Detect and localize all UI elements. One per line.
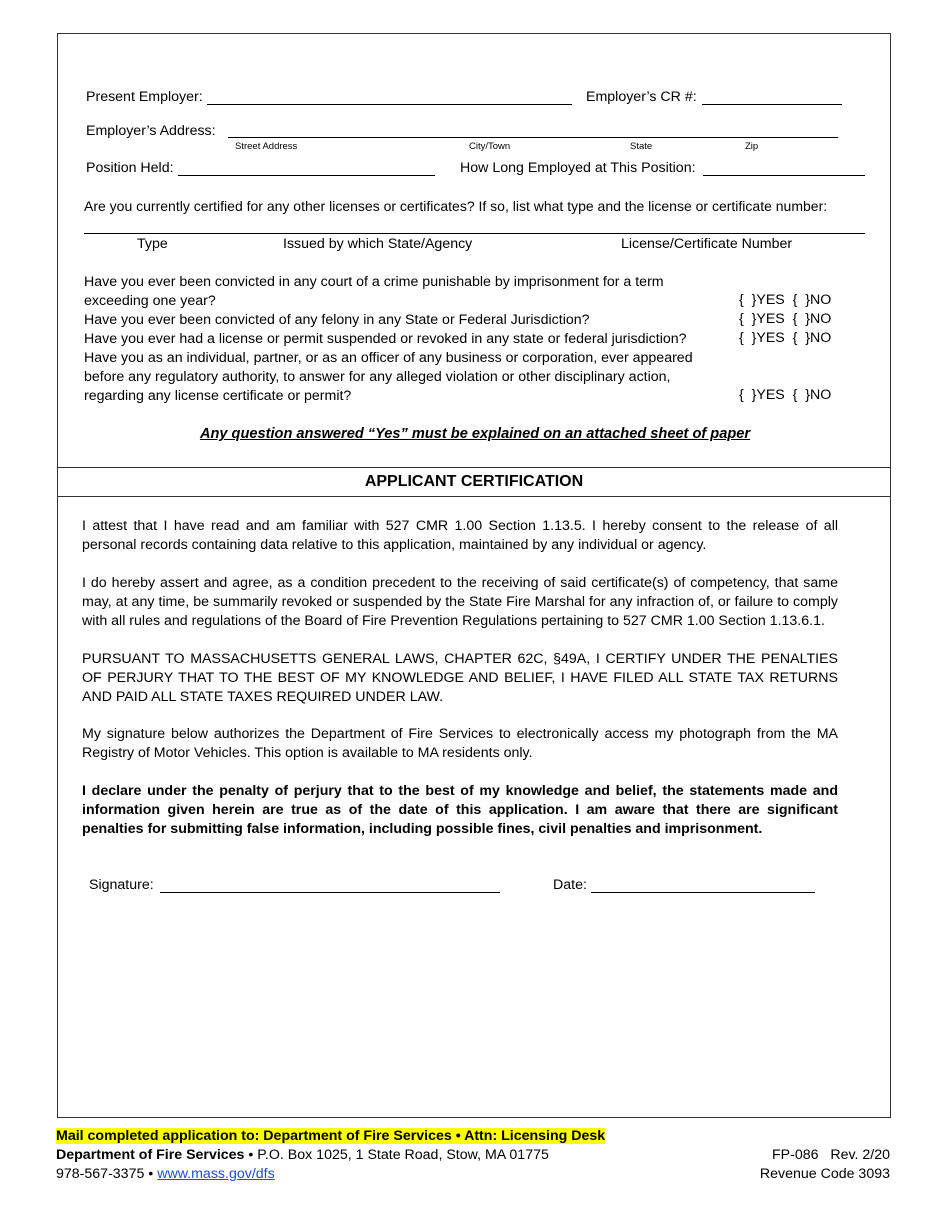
question-felony: Have you ever been convicted of any felony in any State or Federal Jurisdiction?: [84, 312, 590, 328]
dept-name: Department of Fire Services: [56, 1147, 245, 1163]
present-employer-field[interactable]: [207, 104, 572, 105]
certification-paragraph-4: My signature below authorizes the Department of Fire Services to electronically access my photograph from the MA Registry of Motor Vehicles. This option is available to MA residents only.: [82, 726, 838, 761]
certification-paragraph-1: I attest that I have read and am familiar with 527 CMR 1.00 Section 1.13.5. I hereby consent to the release of all personal records containing data relative to this application, maintained by any individual or agency.: [82, 518, 838, 553]
question-conviction-imprisonment: Have you ever been convicted in any court of a crime punishable by imprisonment for a term exceeding one year?: [84, 274, 664, 309]
license-issued-header: Issued by which State/Agency: [283, 236, 473, 252]
form-id: FP-086 Rev. 2/20: [771, 1147, 890, 1163]
certification-paragraph-5: I declare under the penalty of perjury that to the best of my knowledge and belief, the statements made and information given herein are true as of the date of this application. I am aware that there are significant penalties for submitting false information, including possible fines, civil penalties and imprisonment.: [82, 783, 838, 837]
question-2-yes-no[interactable]: { }YES { }NO: [739, 311, 832, 327]
city-caption: City/Town: [469, 141, 511, 152]
how-long-field[interactable]: [703, 175, 865, 176]
question-4-yes-no[interactable]: { }YES { }NO: [739, 387, 832, 403]
employer-address-label: Employer’s Address:: [86, 123, 216, 139]
yes-explanation-note: Any question answered “Yes” must be explained on an attached sheet of paper: [199, 426, 751, 442]
date-label: Date:: [553, 877, 587, 893]
employer-cr-label: Employer’s CR #:: [586, 89, 697, 105]
licenses-question: Are you currently certified for any other licenses or certificates? If so, list what type and the license or certificate number:: [84, 198, 828, 214]
license-number-header: License/Certificate Number: [621, 236, 793, 252]
license-type-header: Type: [137, 236, 168, 252]
certification-paragraph-2: I do hereby assert and agree, as a condition precedent to the receiving of said certificate(s) of competency, that same may, at any time, be summarily revoked or suspended by the State Fire Marshal for any infraction of, or failure to comply with all rules and regulations of the Board of Fire Prevention Regulations pertaining to 527 CMR 1.00 Section 1.13.6.1.: [82, 575, 838, 629]
state-caption: State: [630, 141, 653, 152]
question-license-revoked: Have you ever had a license or permit suspended or revoked in any state or federal jurisdiction?: [84, 331, 687, 347]
signature-field[interactable]: [160, 892, 500, 893]
zip-caption: Zip: [745, 141, 759, 152]
position-held-field[interactable]: [178, 175, 435, 176]
street-address-caption: Street Address: [235, 141, 298, 152]
signature-label: Signature:: [89, 877, 154, 893]
position-held-label: Position Held:: [86, 160, 174, 176]
footer-contact-line: [56, 1166, 275, 1182]
date-field[interactable]: [591, 892, 815, 893]
footer-address-line: [56, 1147, 549, 1163]
question-1-yes-no[interactable]: { }YES { }NO: [739, 292, 832, 308]
revenue-code: Revenue Code 3093: [759, 1166, 890, 1182]
certification-heading: APPLICANT CERTIFICATION: [57, 467, 891, 497]
mail-instructions: Mail completed application to: Department of Fire Services • Attn: Licensing Desk: [56, 1128, 606, 1144]
employer-address-field[interactable]: [228, 137, 838, 138]
certification-paragraph-3: PURSUANT TO MASSACHUSETTS GENERAL LAWS, CHAPTER 62C, §49A, I CERTIFY UNDER THE PENALTIES OF PERJURY THAT TO THE BEST OF MY KNOWLEDGE AND BELIEF, I HAVE FILED ALL STATE TAX RETURNS AND PAID ALL STATE TAXES REQUIRED UNDER LAW.: [82, 651, 838, 705]
how-long-label: How Long Employed at This Position:: [460, 160, 696, 176]
licenses-field[interactable]: [84, 233, 865, 234]
dept-phone: 978-567-3375 •: [56, 1166, 158, 1182]
dept-address: • P.O. Box 1025, 1 State Road, Stow, MA 01775: [244, 1147, 549, 1163]
website-link[interactable]: www.mass.gov/dfs: [157, 1166, 275, 1182]
present-employer-label: Present Employer:: [86, 89, 203, 105]
question-3-yes-no[interactable]: { }YES { }NO: [739, 330, 832, 346]
employer-cr-field[interactable]: [702, 104, 842, 105]
question-regulatory-authority: Have you as an individual, partner, or as an officer of any business or corporation, ever appeared before any regulatory authority, to answer for any alleged violation or other disciplinary action, regarding any license certificate or permit?: [84, 350, 693, 404]
